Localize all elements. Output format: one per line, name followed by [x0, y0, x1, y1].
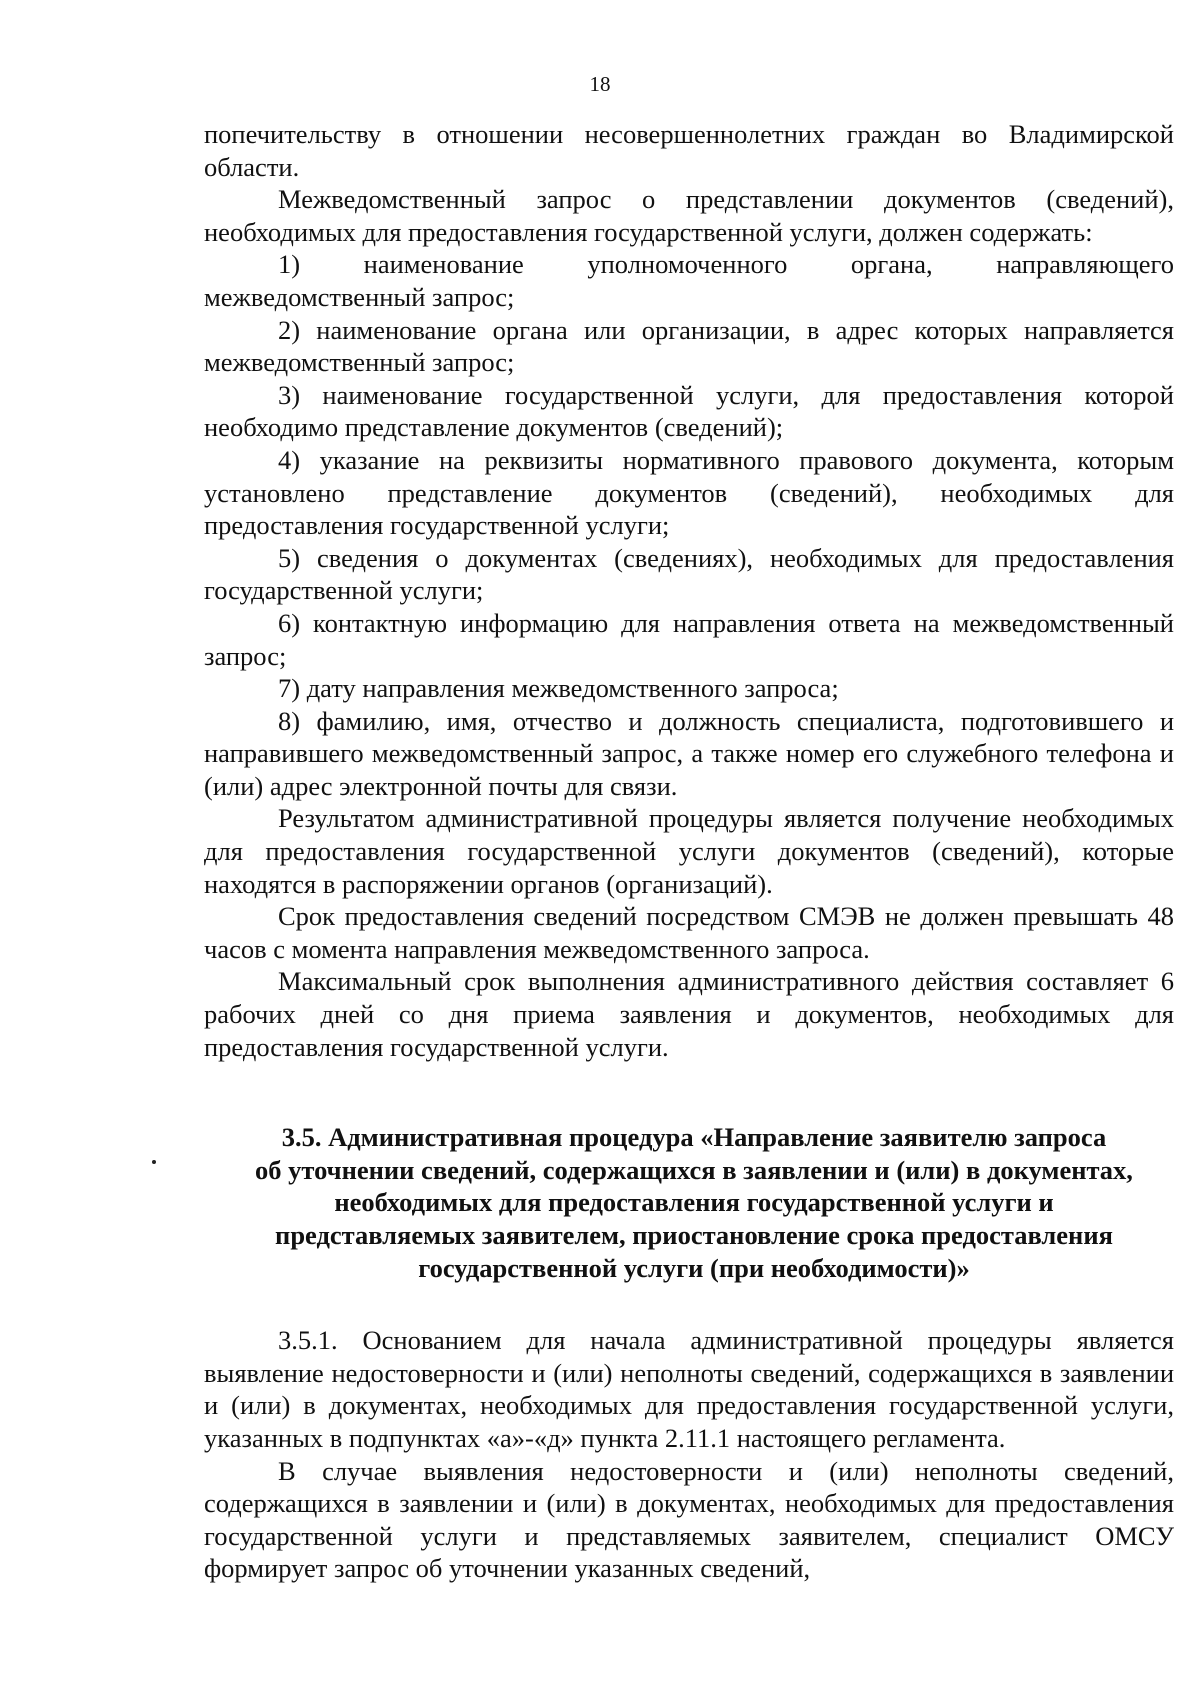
paragraph: Межведомственный запрос о представлении документов (сведений), необходимых для предоставления государственной услуги, должен содержать: [204, 184, 1174, 247]
paragraph: Максимальный срок выполнения административного действия составляет 6 рабочих дней со дня приема заявления и документов, необходимых для предоставления государственной услуги. [204, 966, 1174, 1062]
list-item: 3) наименование государственной услуги, для предоставления которой необходимо представление документов (сведений); [204, 379, 1174, 443]
document-body [204, 118, 1174, 1585]
list-item: 8) фамилию, имя, отчество и должность специалиста, подготовившего и направившего межведомственный запрос, а также номер его служебного телефона и (или) адрес электронной почты для связи. [204, 705, 1174, 801]
paragraph: В случае выявления недостоверности и (или) неполноты сведений, содержащихся в заявлении и (или) в документах, необходимых для предоставления государственной услуги и представляемых заявителем, специалист ОМСУ формирует запрос об уточнении указанных сведений, [204, 1455, 1174, 1584]
heading-line: 3.5. Административная процедура «Направление заявителю запроса [281, 1122, 1107, 1153]
heading-line: представляемых заявителем, приостановление срока предоставления [275, 1220, 1113, 1250]
paragraph: Срок предоставления сведений посредством СМЭВ не должен превышать 48 часов с момента направления межведомственного запроса. [204, 901, 1174, 964]
section-heading [204, 1121, 1174, 1284]
paragraph: 3.5.1. Основанием для начала административной процедуры является выявление недостоверности и (или) неполноты сведений, содержащихся в заявлении и (или) в документах, необходимых для предоставления государственной услуги, указанных в подпунктах «а»-«д» пункта 2.11.1 настоящего регламента. [204, 1325, 1174, 1453]
heading-line: государственной услуги (при необходимости)» [418, 1252, 970, 1283]
list-item: 5) сведения о документах (сведениях), необходимых для предоставления государственной услуги; [204, 542, 1174, 606]
list-item: 7) дату направления межведомственного запроса; [278, 673, 839, 704]
paragraph: попечительству в отношении несовершеннолетних граждан во Владимирской области. [204, 119, 1174, 182]
paragraph: Результатом административной процедуры является получение необходимых для предоставления государственной услуги документов (сведений), которые находятся в распоряжении органов (организаций). [204, 803, 1174, 899]
page-number: 18 [589, 72, 611, 96]
heading-line: необходимых для предоставления государственной услуги и [334, 1187, 1054, 1218]
list-item: 2) наименование органа или организации, в адрес которых направляется межведомственный запрос; [204, 314, 1174, 378]
list-item: 1) наименование уполномоченного органа, направляющего межведомственный запрос; [204, 249, 1174, 312]
list-item: 6) контактную информацию для направления ответа на межведомственный запрос; [204, 607, 1174, 671]
list-item: 4) указание на реквизиты нормативного правового документа, которым установлено представление документов (сведений), необходимых для предоставления государственной услуги; [204, 444, 1174, 541]
heading-line: об уточнении сведений, содержащихся в заявлении и (или) в документах, [255, 1154, 1133, 1185]
scan-speck [152, 1160, 156, 1164]
